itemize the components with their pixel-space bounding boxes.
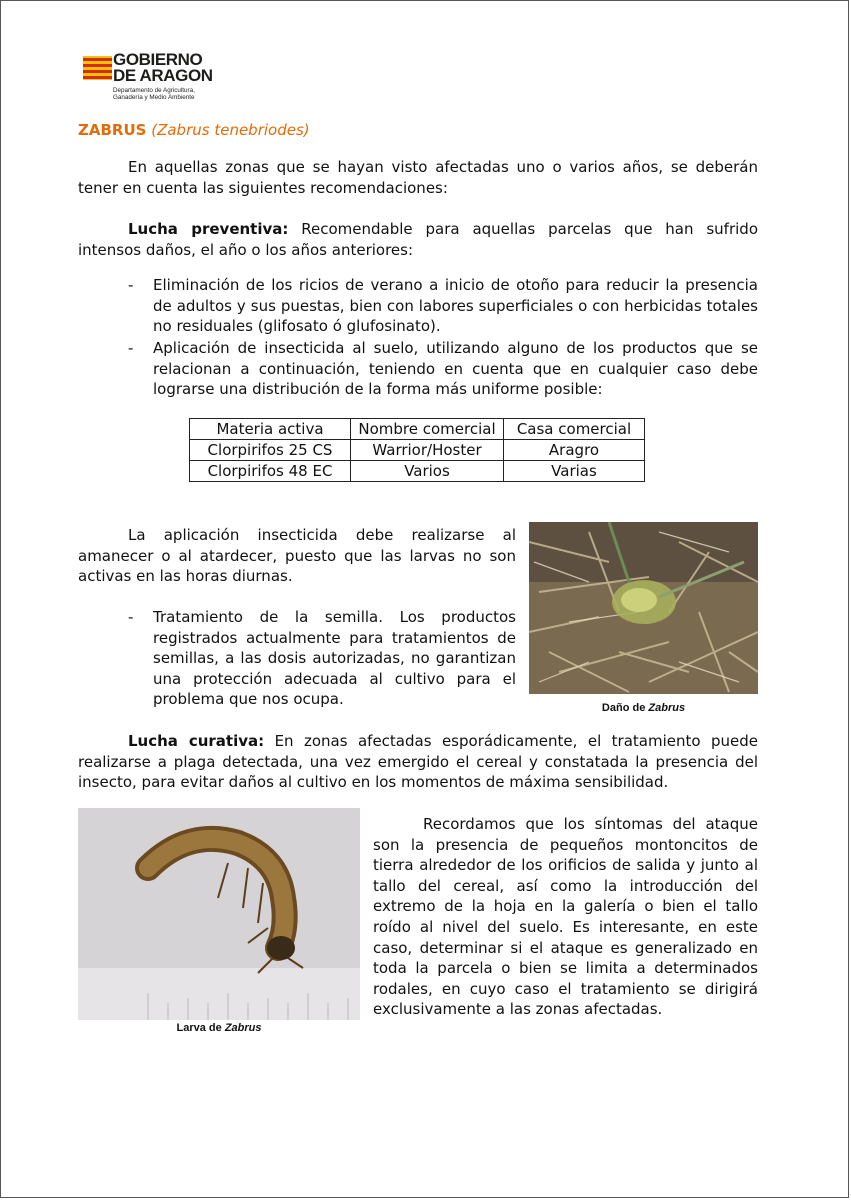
- larva-photo-image: [78, 808, 360, 1020]
- title-main: ZABRUS: [78, 121, 147, 139]
- damage-photo-image: [529, 522, 758, 694]
- application-note: La aplicación insecticida debe realizarse al amanecer o al atardecer, puesto que las larvas no son activas en las horas diurnas.: [78, 526, 516, 586]
- bullet-text: Aplicación de insecticida al suelo, utilizando alguno de los productos que se relacionan a continuación, teniendo en cuenta que en cualquier caso debe lograrse una distribución de la forma más uniforme posible:: [153, 339, 758, 399]
- curative-label: Lucha curativa:: [128, 732, 265, 750]
- bullet-text: Tratamiento de la semilla. Los productos registrados actualmente para tratamientos de semillas, a las dosis autorizadas, no garantizan una protección adecuada al cultivo para el problema que nos ocupa.: [153, 608, 516, 709]
- products-table: [189, 418, 645, 482]
- preventive-text: Recomendable para aquellas parcelas que han sufrido intensos daños, el año o los años anteriores:: [78, 220, 758, 259]
- bullet-marker: -: [128, 339, 134, 357]
- larva-photo: [78, 808, 360, 1020]
- bullet-text: Eliminación de los ricios de verano a inicio de otoño para reducir la presencia de adultos y sus puestas, bien con labores superficiales o con herbicidas totales no residuales (glifosato ó glufosinato).: [153, 276, 758, 336]
- damage-photo: [529, 522, 758, 694]
- larva-photo-caption: [78, 1022, 360, 1034]
- caption-prefix: Larva de: [176, 1022, 222, 1034]
- logo-subtitle-1: Departamento de Agricultura,: [113, 87, 195, 94]
- list-item: [128, 607, 516, 710]
- aragon-flag-icon: [83, 56, 112, 80]
- table-header-cell: Materia activa: [190, 419, 351, 440]
- table-cell: Varios: [351, 461, 504, 482]
- page-title: [78, 120, 758, 141]
- intro-paragraph: En aquellas zonas que se hayan visto afectadas uno o varios años, se deberán tener en cuenta las siguientes recomendaciones:: [78, 158, 758, 197]
- table-cell: Aragro: [504, 440, 645, 461]
- table-cell: Varias: [504, 461, 645, 482]
- table-header-row: [190, 419, 645, 440]
- caption-prefix: Daño de: [601, 702, 646, 714]
- logo: [80, 50, 220, 106]
- caption-italic: Zabrus: [224, 1022, 262, 1034]
- table-cell: Clorpirifos 48 EC: [190, 461, 351, 482]
- list-item: [128, 275, 758, 337]
- logo-subtitle-2: Ganadería y Medio Ambiente: [113, 94, 195, 101]
- logo-line-1: GOBIERNO: [113, 50, 203, 69]
- table-header-cell: Casa comercial: [504, 419, 645, 440]
- table-cell: Clorpirifos 25 CS: [190, 440, 351, 461]
- logo-line-2: DE ARAGON: [113, 66, 213, 85]
- curative-paragraph: [78, 731, 758, 793]
- bullet-marker: -: [128, 276, 134, 294]
- list-item: [128, 338, 758, 400]
- table-header-cell: Nombre comercial: [351, 419, 504, 440]
- symptoms-paragraph: Recordamos que los síntomas del ataque son la presencia de pequeños montoncitos de tierra alrededor de los orificios de salida y junto al tallo del cereal, así como la introducción del extremo de la hoja en la galería o bien el tallo roído al nivel del suelo. Es interesante, en este caso, determinar si el ataque es generalizado en toda la parcela o bien se limita a determinados rodales, en cuyo caso el tratamiento se dirigirá exclusivamente a las zonas afectadas.: [373, 815, 758, 1019]
- preventive-label: Lucha preventiva:: [128, 220, 289, 238]
- table-row: [190, 440, 645, 461]
- bullet-marker: -: [128, 608, 134, 626]
- table-cell: Warrior/Hoster: [351, 440, 504, 461]
- curative-text: En zonas afectadas esporádicamente, el tratamiento puede realizarse a plaga detectada, una vez emergido el cereal y constatada la presencia del insecto, para evitar daños al cultivo en los momentos de máxima sensibilidad.: [78, 732, 758, 792]
- table-row: [190, 461, 645, 482]
- title-scientific: (Zabrus tenebriodes): [151, 121, 310, 139]
- damage-photo-caption: [529, 702, 758, 714]
- preventive-paragraph: [78, 219, 758, 260]
- caption-italic: Zabrus: [648, 702, 686, 714]
